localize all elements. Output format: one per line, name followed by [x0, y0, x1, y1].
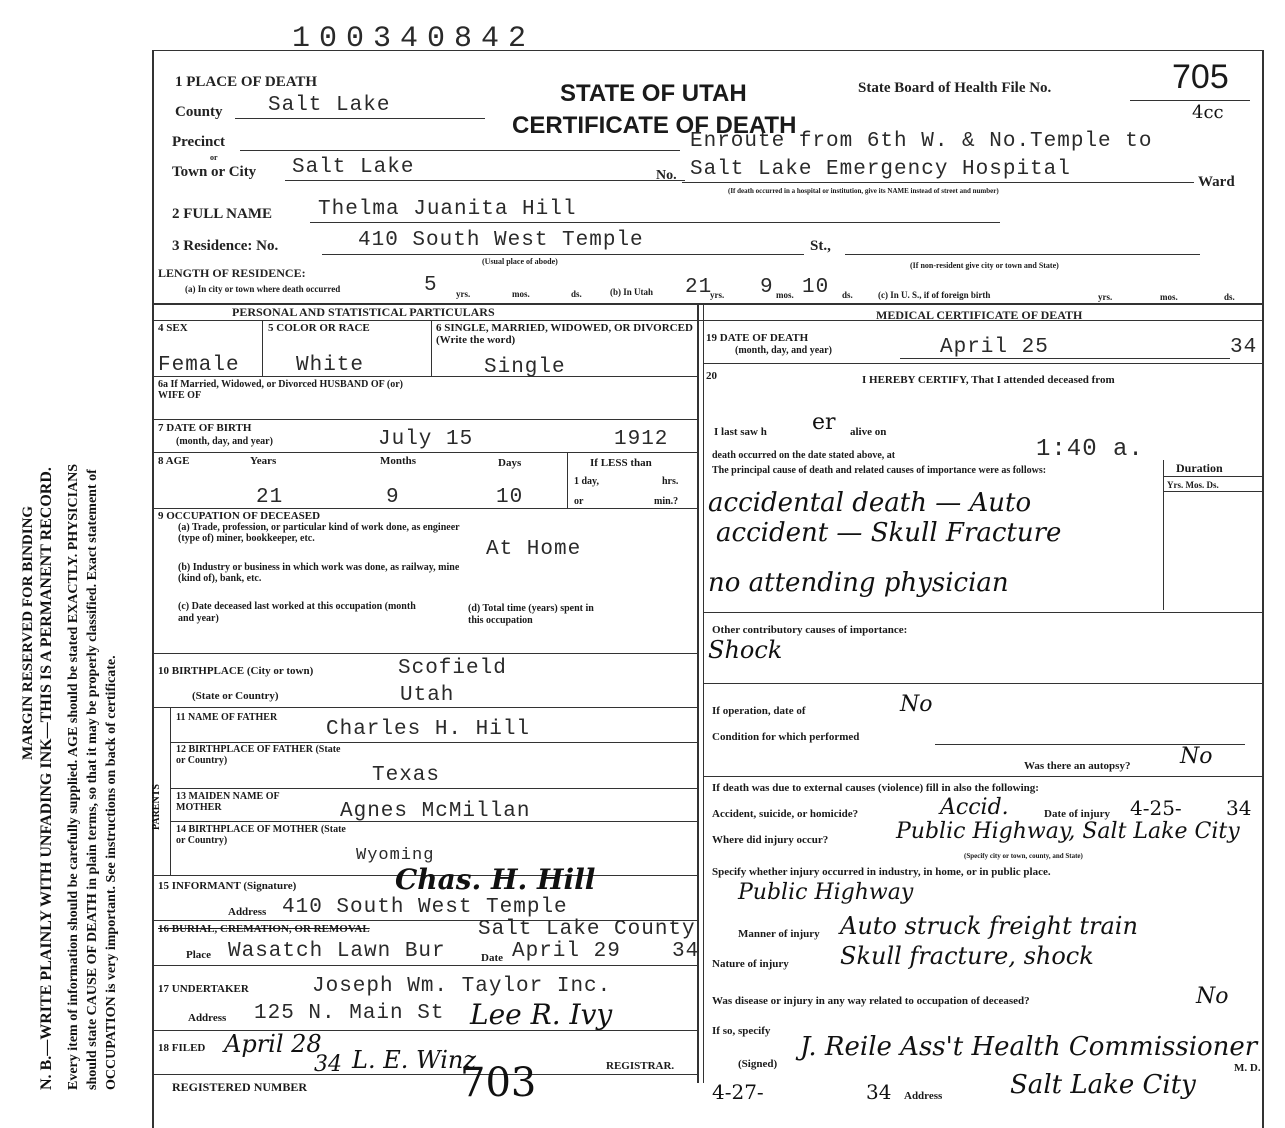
occupation-a-label: (a) Trade, profession, or particular kind of work done, as engineer (type of) miner, bookkeeper, etc.	[178, 522, 460, 544]
serial-number: 100340842	[292, 22, 536, 56]
cemetery-value: Wasatch Lawn Bur	[228, 940, 446, 963]
md-label: M. D.	[1234, 1062, 1261, 1074]
margin-instruction-1: Every item of information should be carefully supplied. AGE should be stated EXACTLY. PHYSICIANS	[66, 463, 81, 1090]
dob-label: 7 DATE OF BIRTH	[158, 422, 252, 434]
precinct-label: Precinct	[172, 134, 226, 150]
informant-address: 410 South West Temple	[282, 896, 568, 919]
cause-line-3: no attending physician	[708, 568, 1009, 598]
undertaker-label: 17 UNDERTAKER	[158, 983, 249, 995]
filed-date: April 28	[224, 1030, 322, 1058]
full-name-line	[310, 222, 1000, 223]
accident-value: Accid.	[940, 795, 1009, 820]
specify-place-value: Public Highway	[738, 880, 914, 905]
usual-abode-note: (Usual place of abode)	[482, 257, 558, 266]
one-day-label: 1 day,	[574, 476, 600, 487]
registrar-signature: L. E. Winz	[352, 1046, 476, 1074]
or-label: or	[210, 153, 218, 162]
last-saw-label: I last saw h	[714, 426, 767, 438]
registrar-handwriting: Lee R. Ivy	[470, 998, 613, 1031]
informant-address-label: Address	[228, 906, 267, 918]
contributory-line	[703, 683, 1263, 684]
father-birthplace: Texas	[372, 764, 441, 787]
dob-year: 1912	[614, 428, 669, 451]
age-days-value: 10	[496, 486, 524, 509]
birthplace-state: Utah	[400, 684, 455, 707]
certify-statement: I HEREBY CERTIFY, That I attended deceased from	[862, 374, 1115, 386]
occupation-c-label: (c) Date deceased last worked at this occupation (month and year)	[178, 601, 416, 624]
form-left-border	[152, 50, 154, 1128]
row-7-line	[152, 452, 698, 453]
us-residence-label: (c) In U. S., if of foreign birth	[878, 290, 991, 300]
related-value: No	[1196, 984, 1229, 1009]
condition-label: Condition for which performed	[712, 731, 860, 743]
occupation-d-label: (d) Total time (years) spent in this occupation	[468, 603, 594, 626]
duration-divider	[1163, 460, 1164, 610]
age-years-label: Years	[250, 455, 277, 467]
dod-line	[900, 358, 1230, 359]
father-name-label: 11 NAME OF FATHER	[176, 712, 278, 723]
row-4-line	[152, 376, 698, 377]
enroute-note: Enroute from 6th W. & No.Temple to	[690, 130, 1153, 153]
injury-year: 34	[1226, 796, 1252, 820]
parents-divider	[170, 707, 171, 875]
autopsy-label: Was there an autopsy?	[1024, 760, 1131, 772]
filed-label: 18 FILED	[158, 1042, 206, 1054]
row-19-line	[703, 363, 1263, 364]
less-than-label: If LESS than	[590, 457, 652, 469]
margin-binding-label: MARGIN RESERVED FOR BINDING	[20, 505, 36, 760]
residence-label: 3 Residence: No.	[172, 238, 279, 254]
alive-on-label: alive on	[850, 426, 887, 438]
age-days-label: Days	[498, 457, 522, 469]
duration-subheader-line	[1163, 491, 1263, 492]
burial-place-label: Place	[186, 949, 212, 961]
specify-place-label: Specify whether injury occurred in industry, in home, or in public place.	[712, 866, 1051, 878]
race-label: 5 COLOR OR RACE	[268, 322, 370, 334]
length-residence-label: LENGTH OF RESIDENCE:	[158, 266, 306, 280]
manner-label: Manner of injury	[738, 928, 820, 940]
file-no-line	[1130, 100, 1250, 101]
occupation-value: At Home	[486, 538, 582, 561]
signature-year: 34	[866, 1080, 892, 1104]
mother-birthplace: Wyoming	[356, 846, 435, 865]
hrs-label: hrs.	[662, 476, 679, 487]
or-min-label: or	[574, 496, 584, 507]
burial-date: April 29	[512, 940, 621, 963]
sex-value: Female	[158, 354, 240, 377]
row-6a-line	[152, 419, 698, 420]
autopsy-section-line	[703, 776, 1263, 777]
signature-address: Salt Lake City	[1010, 1070, 1196, 1100]
min-label: min.?	[654, 496, 679, 507]
death-time: 1:40 a.	[1036, 436, 1144, 463]
age-years-value: 21	[256, 486, 284, 509]
cause-line-2: accident — Skull Fracture	[716, 518, 1062, 548]
father-name: Charles H. Hill	[326, 718, 531, 741]
operation-value: No	[900, 692, 933, 717]
section-divider	[697, 303, 699, 1083]
contributory-value: Shock	[708, 636, 783, 664]
duration-columns: Yrs. Mos. Ds.	[1167, 480, 1219, 490]
row-16-line	[152, 965, 698, 966]
file-no-label: State Board of Health File No.	[858, 80, 1052, 96]
full-name-value: Thelma Juanita Hill	[318, 198, 577, 221]
if-so-label: If so, specify	[712, 1025, 771, 1037]
mother-name-label: 13 MAIDEN NAME OF MOTHER	[176, 791, 280, 813]
full-name-label: 2 FULL NAME	[172, 206, 273, 222]
external-causes-label: If death was due to external causes (violence) fill in also the following:	[712, 782, 1039, 794]
age-months-value: 9	[386, 486, 400, 509]
section-header-line	[152, 320, 1263, 321]
registrar-label: REGISTRAR.	[606, 1060, 675, 1072]
registered-number-label: REGISTERED NUMBER	[172, 1080, 308, 1094]
marital-label: 6 SINGLE, MARRIED, WIDOWED, OR DIVORCED (Write the word)	[436, 322, 693, 346]
nature-label: Nature of injury	[712, 958, 789, 970]
utah-days: 10	[802, 276, 830, 299]
street-label: St.,	[810, 238, 831, 254]
age-less-divider	[567, 452, 568, 508]
undertaker-address: 125 N. Main St	[254, 1002, 445, 1025]
dod-value: April 25	[940, 336, 1049, 359]
row-13-line	[170, 821, 698, 822]
county-line	[235, 118, 485, 119]
yrs-label: yrs.	[456, 289, 471, 299]
margin-notice: N. B.—WRITE PLAINLY WITH UNFADING INK—THIS IS A PERMANENT RECORD.	[38, 467, 55, 1090]
marital-value: Single	[484, 356, 566, 379]
related-label: Was disease or injury in any way related to occupation of deceased?	[712, 995, 1030, 1007]
signature-address-label: Address	[904, 1090, 943, 1102]
age-label: 8 AGE	[158, 455, 190, 467]
hospital-note: (If death occurred in a hospital or institution, give its NAME instead of street and number)	[728, 187, 999, 195]
burial-date-label: Date	[481, 952, 503, 964]
hospital-line	[682, 182, 1194, 183]
dob-value: July 15	[378, 428, 474, 451]
burial-place: Salt Lake County	[478, 918, 696, 941]
us-ds-label: ds.	[1224, 292, 1235, 302]
nonresident-note: (If non-resident give city or town and State)	[910, 261, 1059, 270]
occupation-b-label: (b) Industry or business in which work was done, as railway, mine (kind of), bank, etc.	[178, 562, 460, 584]
certificate-title: CERTIFICATE OF DEATH	[512, 112, 797, 139]
race-value: White	[296, 354, 365, 377]
registered-number: 703	[460, 1060, 537, 1106]
form-right-border	[1262, 50, 1264, 1128]
manner-value: Auto struck freight train	[840, 912, 1138, 940]
sex-label: 4 SEX	[158, 322, 188, 334]
row-11-line	[170, 742, 698, 743]
residence-line	[322, 254, 804, 255]
city-residence-years: 5	[424, 274, 438, 297]
undertaker-address-label: Address	[188, 1012, 227, 1024]
contributory-label: Other contributory causes of importance:	[712, 624, 908, 636]
utah-residence-label: (b) In Utah	[610, 287, 654, 297]
where-sub-label: (Specify city or town, county, and State)	[964, 852, 1083, 860]
injury-date: 4-25-	[1130, 796, 1182, 820]
file-number: 705	[1172, 58, 1229, 96]
dod-year: 34	[1230, 336, 1258, 359]
sex-race-divider	[262, 320, 263, 376]
accident-label: Accident, suicide, or homicide?	[712, 808, 859, 820]
town-label: Town or City	[172, 164, 257, 180]
occurred-label: death occurred on the date stated above, at	[712, 450, 896, 461]
county-label: County	[175, 104, 223, 120]
occupation-label: 9 OCCUPATION OF DECEASED	[158, 510, 321, 522]
informant-label: 15 INFORMANT (Signature)	[158, 880, 297, 892]
margin-instruction-2: should state CAUSE OF DEATH in plain terms, so that it may be properly classified. Exact statement of	[85, 469, 100, 1090]
principal-cause-label: The principal cause of death and related causes of importance were as follows:	[712, 465, 1047, 476]
filed-year: 34	[314, 1052, 342, 1077]
duration-header-line	[1163, 476, 1263, 477]
parents-label: PARENTS	[151, 784, 162, 830]
utah-years: 21	[685, 276, 713, 299]
ds-label: ds.	[571, 289, 582, 299]
undertaker-value: Joseph Wm. Taylor Inc.	[312, 975, 612, 998]
birthplace-city: Scofield	[398, 657, 507, 680]
ward-label: Ward	[1198, 174, 1235, 190]
state-title: STATE OF UTAH	[560, 80, 747, 107]
mother-birthplace-label: 14 BIRTHPLACE OF MOTHER (State or Country)	[176, 824, 346, 846]
cause-section-line	[703, 612, 1263, 613]
nature-value: Skull fracture, shock	[840, 942, 1094, 970]
dod-sub-label: (month, day, and year)	[735, 345, 832, 356]
row-9-line	[152, 653, 698, 654]
us-yrs-label: yrs.	[1098, 292, 1113, 302]
row-12-line	[170, 788, 698, 789]
birthplace-state-label: (State or Country)	[192, 690, 279, 702]
town-line	[285, 180, 685, 181]
utah-months: 9	[760, 276, 774, 299]
street-no-label: No.	[656, 168, 677, 183]
utah-mos-label: mos.	[776, 290, 794, 300]
autopsy-value: No	[1180, 744, 1213, 769]
residence-value: 410 South West Temple	[358, 229, 644, 252]
medical-header: MEDICAL CERTIFICATE OF DEATH	[876, 308, 1083, 322]
cause-line-1: accidental death — Auto	[708, 488, 1032, 518]
father-birthplace-label: 12 BIRTHPLACE OF FATHER (State or Country)	[176, 744, 341, 766]
place-of-death-label: 1 PLACE OF DEATH	[175, 74, 318, 90]
burial-label: 16 BURIAL, CREMATION, OR REMOVAL	[158, 923, 370, 935]
physician-signature: J. Reile Ass't Health Commissioner	[800, 1032, 1258, 1062]
county-value: Salt Lake	[268, 94, 391, 117]
utah-yrs-label: yrs.	[710, 290, 725, 300]
section-divider-2	[703, 303, 704, 1083]
last-saw-value: er	[812, 410, 836, 435]
binding-margin	[0, 0, 150, 1128]
mos-label: mos.	[512, 289, 530, 299]
utah-ds-label: ds.	[842, 290, 853, 300]
town-value: Salt Lake	[292, 156, 415, 179]
city-residence-label: (a) In city or town where death occurred	[185, 284, 341, 294]
dob-sub-label: (month, day, and year)	[176, 436, 273, 447]
mother-name: Agnes McMillan	[340, 800, 531, 823]
race-marital-divider	[431, 320, 432, 376]
signature-date: 4-27-	[712, 1080, 764, 1104]
burial-year: 34	[672, 940, 700, 963]
where-injury-label: Where did injury occur?	[712, 834, 829, 846]
residence-city-line	[845, 254, 1200, 255]
spouse-label: 6a If Married, Widowed, or Divorced HUSBAND OF (or) WIFE OF	[158, 379, 403, 401]
birthplace-label: 10 BIRTHPLACE (City or town)	[158, 665, 314, 677]
personal-header: PERSONAL AND STATISTICAL PARTICULARS	[232, 305, 495, 319]
margin-instruction-3: OCCUPATION is very important. See instructions on back of certificate.	[104, 655, 119, 1090]
precinct-line	[240, 150, 680, 151]
file-sub-number: 4cc	[1192, 102, 1224, 123]
age-months-label: Months	[380, 455, 417, 467]
informant-signature: Chas. H. Hill	[395, 863, 596, 896]
dod-label: 19 DATE OF DEATH	[706, 332, 809, 344]
where-injury-value: Public Highway, Salt Lake City	[896, 819, 1240, 844]
row-8-line	[152, 508, 698, 509]
us-mos-label: mos.	[1160, 292, 1178, 302]
hospital-value: Salt Lake Emergency Hospital	[690, 158, 1071, 181]
signed-label: (Signed)	[738, 1058, 778, 1070]
operation-label: If operation, date of	[712, 705, 806, 717]
injury-date-label: Date of injury	[1044, 808, 1110, 820]
row-10-line	[152, 707, 698, 708]
duration-label: Duration	[1176, 461, 1223, 475]
row-18-line	[152, 1074, 698, 1075]
